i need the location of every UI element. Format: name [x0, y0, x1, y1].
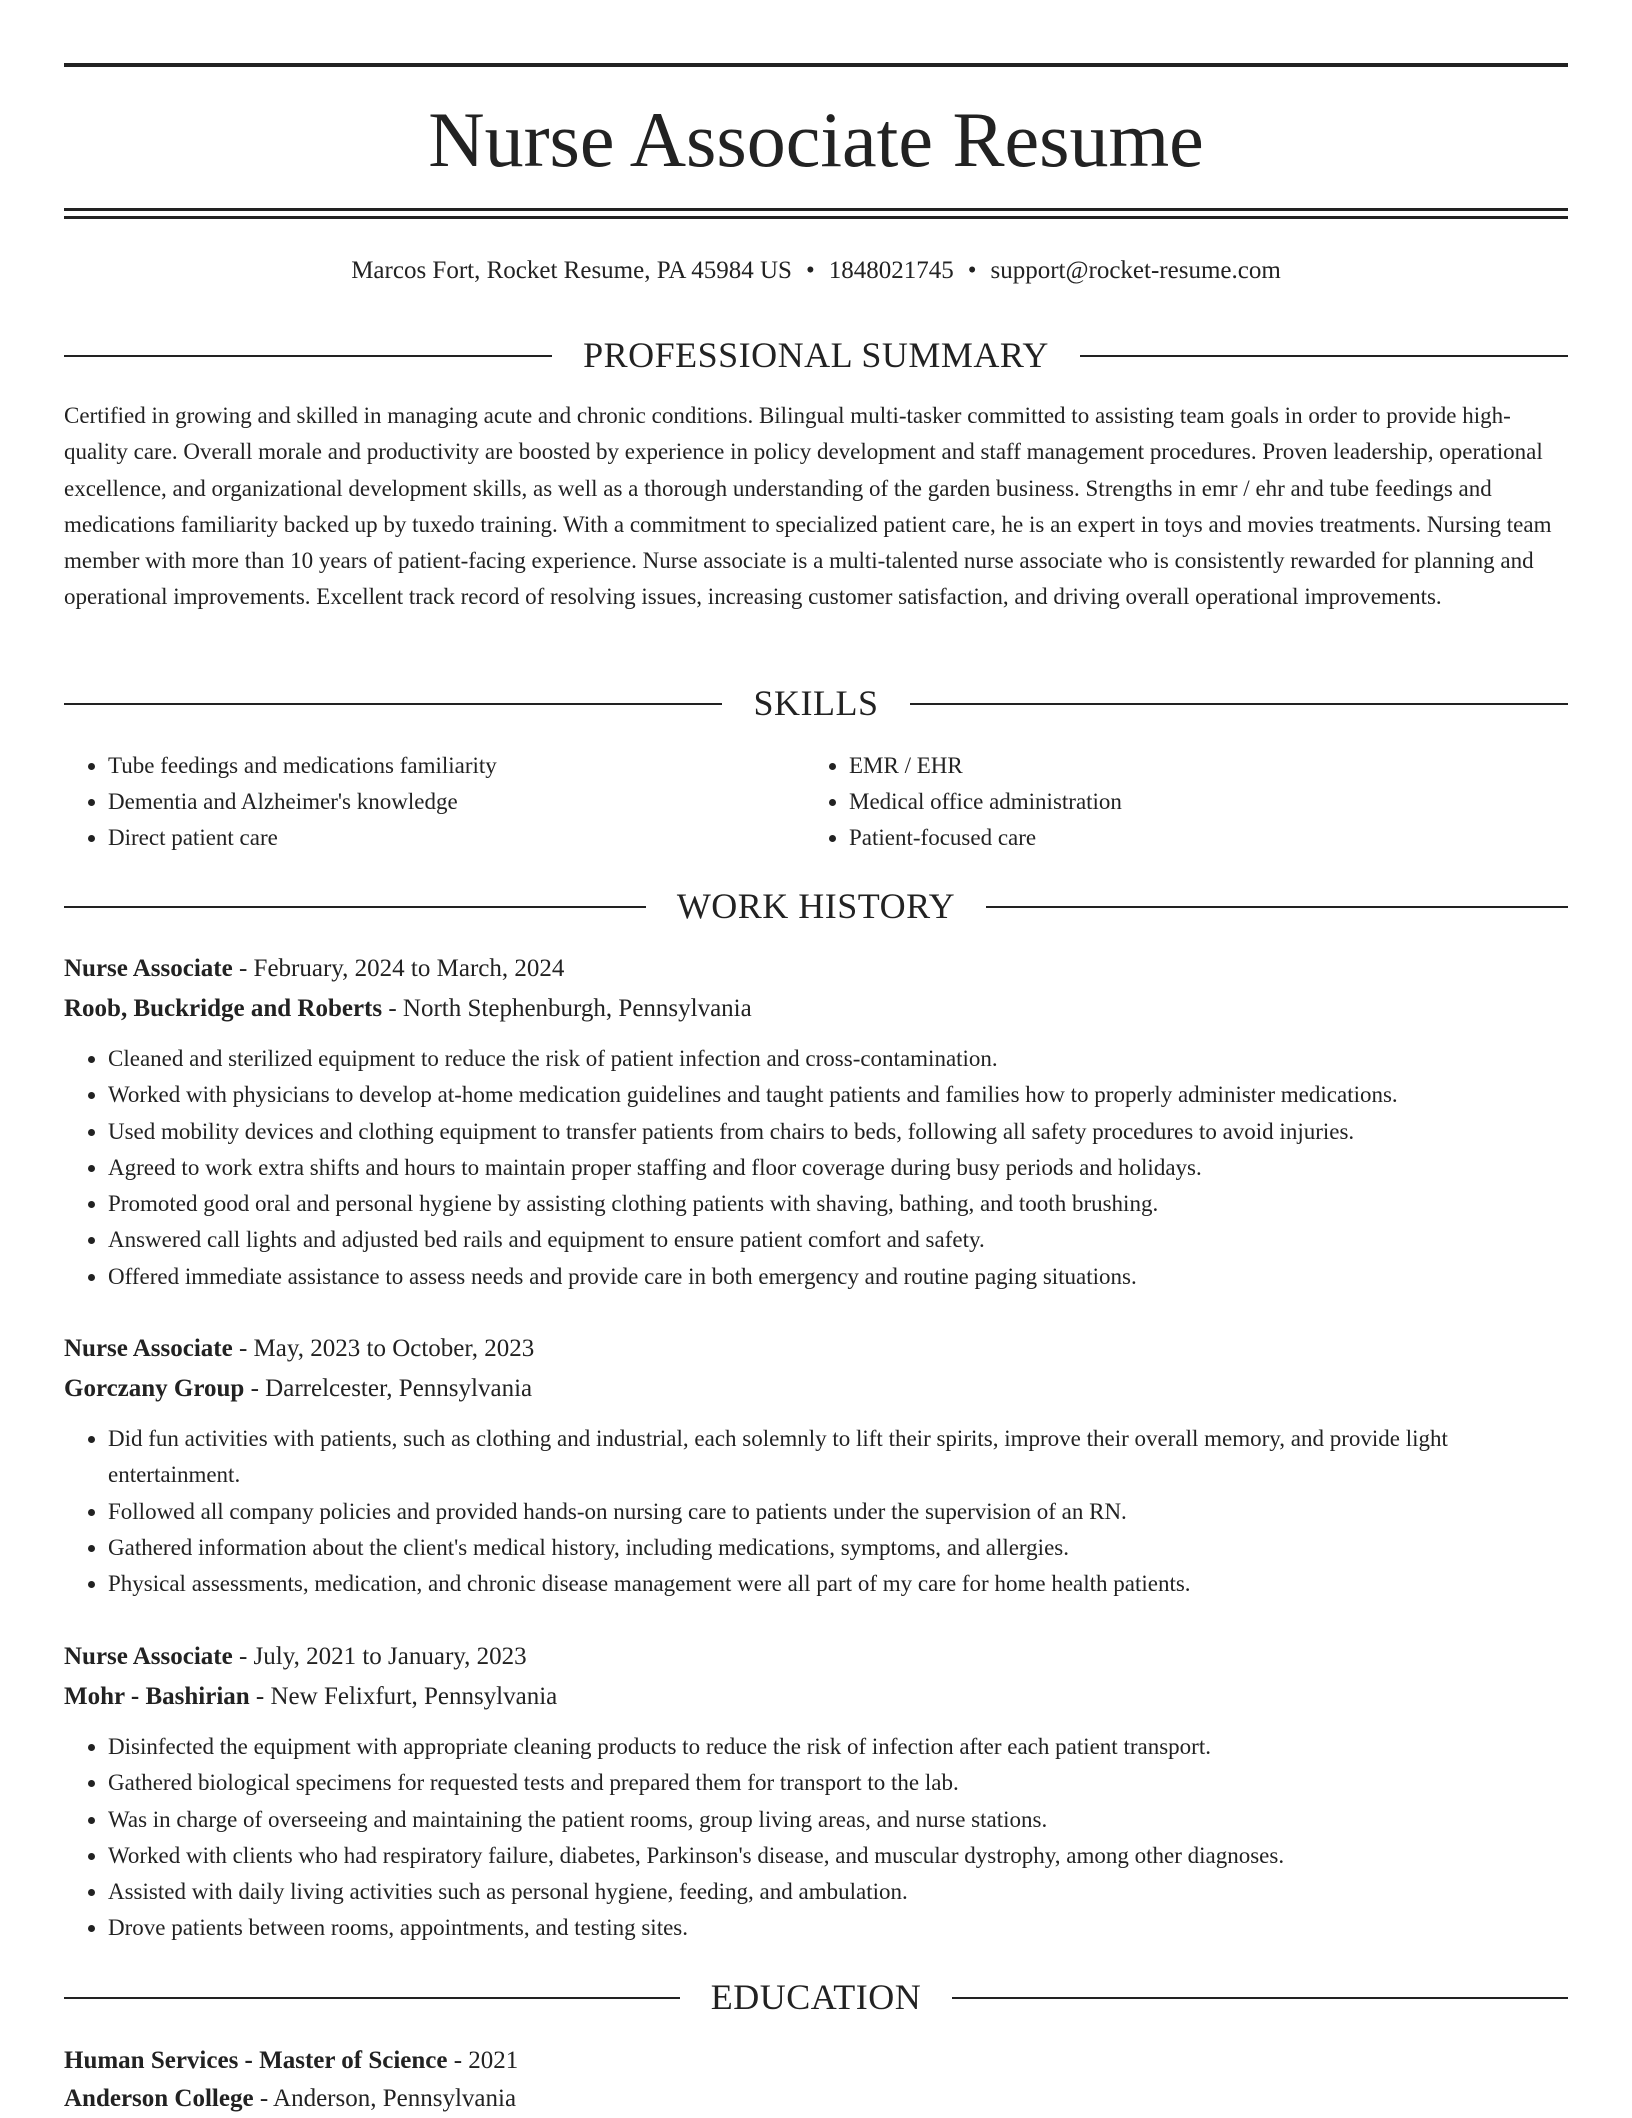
- job-heading: [64, 1638, 1568, 1676]
- job-title: Nurse Associate: [64, 1335, 233, 1362]
- education-school-line: [64, 2080, 1568, 2118]
- job-employer: [64, 1678, 1568, 1716]
- skill-item: • Patient-focused care: [849, 820, 1122, 856]
- education-location: - Anderson, Pennsylvania: [253, 2085, 517, 2112]
- job-duty: • Drove patients between rooms, appointments, and testing sites.: [108, 1910, 1568, 1946]
- section-header-skills: [64, 681, 1568, 725]
- job-dates: - May, 2023 to October, 2023: [232, 1335, 535, 1362]
- job-location: - New Felixfurt, Pennsylvania: [249, 1683, 558, 1710]
- section-rule-right: [952, 1997, 1568, 1999]
- skill-item: • Direct patient care: [108, 820, 497, 856]
- contact-separator: •: [967, 257, 977, 284]
- work-entry: [64, 950, 1568, 1295]
- job-duty: • Physical assessments, medication, and chronic disease management were all part of my care for home health patients.: [108, 1566, 1568, 1602]
- education-degree: Human Services - Master of Science: [64, 2047, 448, 2074]
- contact-line: [64, 254, 1568, 288]
- skill-item: • Medical office administration: [849, 784, 1122, 820]
- education-year: - 2021: [447, 2047, 519, 2074]
- section-title-summary: PROFESSIONAL SUMMARY: [583, 335, 1049, 375]
- contact-phone: 1848021745: [828, 257, 954, 284]
- job-duty: • Used mobility devices and clothing equipment to transfer patients from chairs to beds, following all safety procedures to avoid injuries.: [108, 1114, 1568, 1150]
- job-employer: [64, 990, 1568, 1028]
- job-duties: [64, 1421, 1568, 1602]
- job-duty: • Gathered information about the client's medical history, including medications, symptoms, and allergies.: [108, 1530, 1568, 1566]
- page-title: Nurse Associate Resume: [428, 96, 1204, 183]
- section-header-work: [64, 884, 1568, 928]
- section-rule-right: [910, 703, 1568, 705]
- section-header-education: [64, 1975, 1568, 2019]
- job-duty: • Assisted with daily living activities such as personal hygiene, feeding, and ambulation.: [108, 1874, 1568, 1910]
- job-employer: [64, 1370, 1568, 1408]
- job-heading: [64, 1330, 1568, 1368]
- job-duties: [64, 1729, 1568, 1947]
- job-duty: • Followed all company policies and provided hands-on nursing care to patients under the supervision of an RN.: [108, 1494, 1568, 1530]
- work-entry: [64, 1330, 1568, 1602]
- contact-address: Marcos Fort, Rocket Resume, PA 45984 US: [351, 257, 792, 284]
- job-dates: - July, 2021 to January, 2023: [232, 1643, 527, 1670]
- job-duty: • Answered call lights and adjusted bed rails and equipment to ensure patient comfort and safety.: [108, 1222, 1568, 1258]
- job-duty: • Worked with clients who had respiratory failure, diabetes, Parkinson's disease, and muscular dystrophy, among other diagnoses.: [108, 1838, 1568, 1874]
- skill-item: • Dementia and Alzheimer's knowledge: [108, 784, 497, 820]
- job-duty: • Promoted good oral and personal hygiene by assisting clothing patients with shaving, bathing, and tooth brushing.: [108, 1186, 1568, 1222]
- job-duty: • Gathered biological specimens for requested tests and prepared them for transport to the lab.: [108, 1765, 1568, 1801]
- job-duty: • Agreed to work extra shifts and hours to maintain proper staffing and floor coverage during busy periods and holidays.: [108, 1150, 1568, 1186]
- section-title-education: EDUCATION: [710, 1977, 922, 2017]
- section-title-work: WORK HISTORY: [676, 886, 956, 926]
- job-duty: • Offered immediate assistance to assess needs and provide care in both emergency and routine paging situations.: [108, 1259, 1568, 1295]
- section-rule-right: [1080, 355, 1568, 357]
- skill-item: • Tube feedings and medications familiarity: [108, 748, 497, 784]
- skills-column-left: [64, 748, 497, 856]
- summary-text: Certified in growing and skilled in managing acute and chronic conditions. Bilingual multi-tasker committed to assisting team goals in order to provide high-quality care. Overall morale and productivity are boosted by experience in policy development and staff management procedures. Proven leadership, operational excellence, and organizational development skills, as well as a thorough understanding of the garden business. Strengths in emr / ehr and tube feedings and medications familiarity backed up by tuxedo training. With a commitment to specialized patient care, he is an expert in toys and movies treatments. Nursing team member with more than 10 years of patient-facing experience. Nurse associate is a multi-talented nurse associate who is consistently rewarded for planning and operational improvements. Excellent track record of resolving issues, increasing customer satisfaction, and driving overall operational improvements.: [64, 403, 1552, 610]
- job-title: Nurse Associate: [64, 1643, 233, 1670]
- contact-email: support@rocket-resume.com: [990, 257, 1281, 284]
- education-school: Anderson College: [64, 2085, 254, 2112]
- job-duty: • Worked with physicians to develop at-home medication guidelines and taught patients and families how to properly administer medications.: [108, 1077, 1568, 1113]
- job-duty: • Did fun activities with patients, such as clothing and industrial, each solemnly to lift their spirits, improve their overall memory, and provide light entertainment.: [108, 1421, 1568, 1494]
- job-dates: - February, 2024 to March, 2024: [232, 955, 565, 982]
- job-duty: • Cleaned and sterilized equipment to reduce the risk of patient infection and cross-contamination.: [108, 1041, 1568, 1077]
- education-heading: [64, 2042, 1568, 2080]
- skills-column-right: [805, 748, 1122, 856]
- skill-item: • EMR / EHR: [849, 748, 1122, 784]
- job-duty: • Was in charge of overseeing and maintaining the patient rooms, group living areas, and nurse stations.: [108, 1802, 1568, 1838]
- contact-separator: •: [805, 257, 815, 284]
- section-rule-right: [986, 906, 1568, 908]
- job-company: Gorczany Group: [64, 1375, 245, 1402]
- job-duty: • Disinfected the equipment with appropriate cleaning products to reduce the risk of infection after each patient transport.: [108, 1729, 1568, 1765]
- job-location: - Darrelcester, Pennsylvania: [244, 1375, 533, 1402]
- job-company: Roob, Buckridge and Roberts: [64, 995, 383, 1022]
- section-header-summary: [64, 333, 1568, 377]
- job-company: Mohr - Bashirian: [64, 1683, 250, 1710]
- top-rule: [64, 63, 1568, 67]
- job-heading: [64, 950, 1568, 988]
- job-title: Nurse Associate: [64, 955, 233, 982]
- title-rule-upper: [64, 208, 1568, 211]
- education-entry: [64, 2042, 1568, 2118]
- title-rule-lower: [64, 216, 1568, 219]
- job-duties: [64, 1041, 1568, 1295]
- work-entry: [64, 1638, 1568, 1947]
- section-title-skills: SKILLS: [753, 683, 879, 723]
- job-location: - North Stephenburgh, Pennsylvania: [382, 995, 752, 1022]
